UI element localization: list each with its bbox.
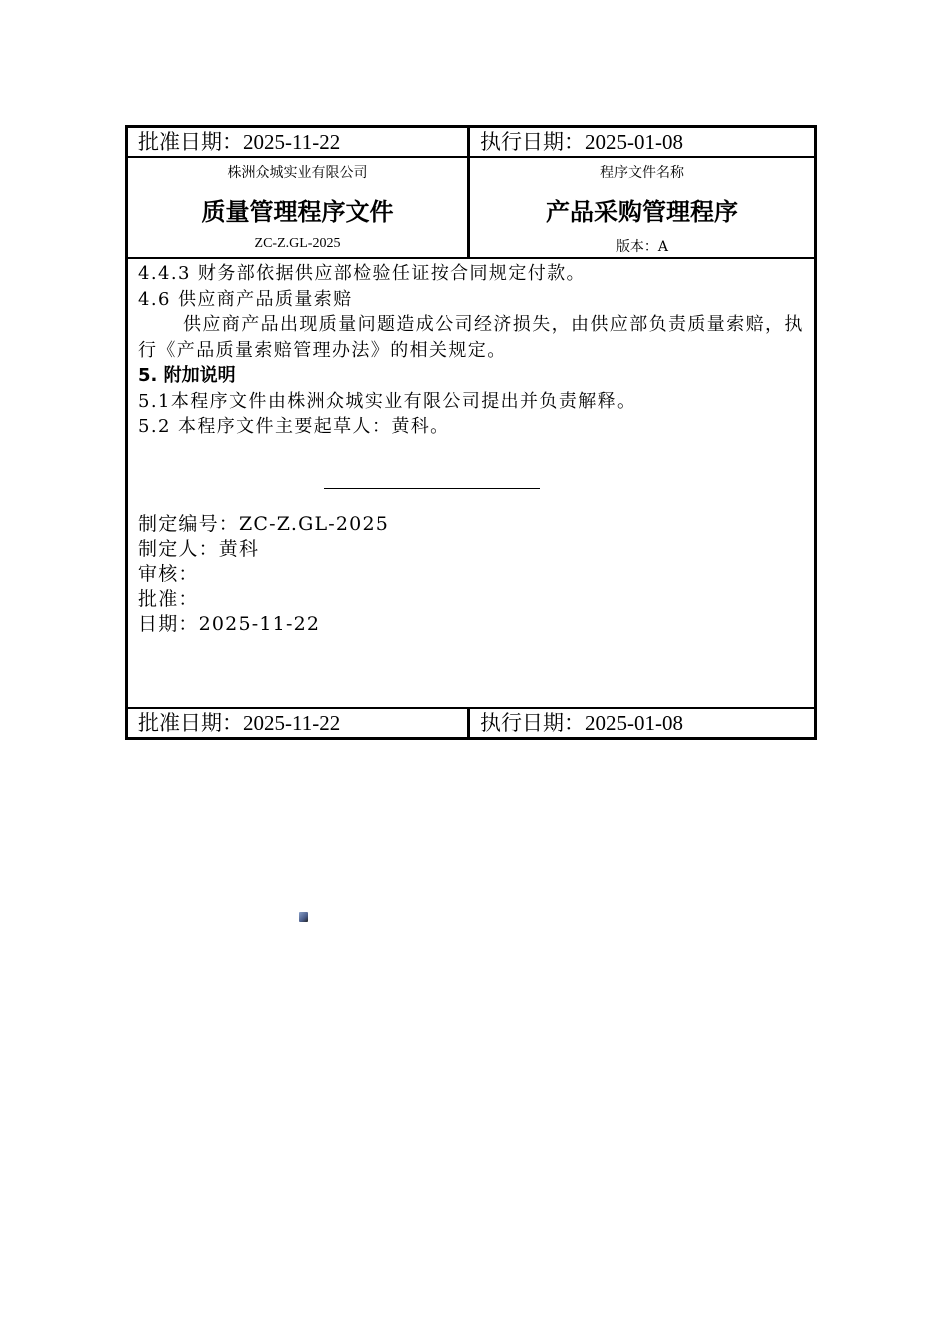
section-5-heading: 5. 附加说明 (138, 365, 236, 386)
signoff-date: 日期：2025-11-22 (138, 613, 321, 635)
header-title-row (128, 158, 814, 259)
divider-line (324, 488, 540, 489)
body-text (138, 261, 804, 440)
procedure-name-label: 程序文件名称 (600, 165, 684, 181)
doc-code: ZC-Z.GL-2025 (254, 236, 341, 251)
version-label: 版本：A (615, 239, 669, 255)
approval-date: 批准日期：2025-11-22 (128, 128, 470, 156)
signoff-code (138, 512, 389, 537)
body-content (128, 259, 814, 711)
clause-4-4-3: 4.4.3 财务部依据供应部检验任证按合同规定付款。 (138, 263, 586, 284)
clause-4-6-title: 4.6 供应商产品质量索赔 (138, 288, 353, 310)
footer-execution-date: 执行日期：2025-01-08 (480, 711, 683, 735)
procedure-document (125, 125, 817, 740)
execution-date: 执行日期：2025-01-08 (480, 130, 683, 154)
signoff-code-text: 制定编号：ZC-Z.GL-2025 (138, 513, 390, 535)
clause-5-1: 5.1本程序文件由株洲众城实业有限公司提出并负责解释。 (138, 390, 637, 412)
clause-5-2: 5.2 本程序文件主要起草人：黄科。 (138, 416, 450, 437)
signoff-approver: 批准： (138, 588, 199, 610)
doc-type-title: 质量管理程序文件 (201, 198, 394, 226)
clause-4-6-text: 供应商产品出现质量问题造成公司经济损失，由供应部负责质量索赔，执行《产品质量索赔管理办法》的相关规定。 (138, 314, 804, 361)
image-placeholder-icon (299, 912, 308, 922)
procedure-name-cell (470, 158, 814, 257)
signoff-block (138, 512, 389, 637)
procedure-name: 产品采购管理程序 (546, 198, 738, 226)
footer-dates-row (128, 707, 814, 737)
signoff-author: 制定人：黄科 (138, 538, 260, 560)
signoff-reviewer: 审核： (138, 563, 199, 585)
header-dates-row (128, 128, 814, 158)
company-name: 株洲众城实业有限公司 (227, 165, 368, 181)
doc-info-cell (128, 158, 470, 257)
footer-approval-date: 批准日期：2025-11-22 (128, 709, 470, 737)
